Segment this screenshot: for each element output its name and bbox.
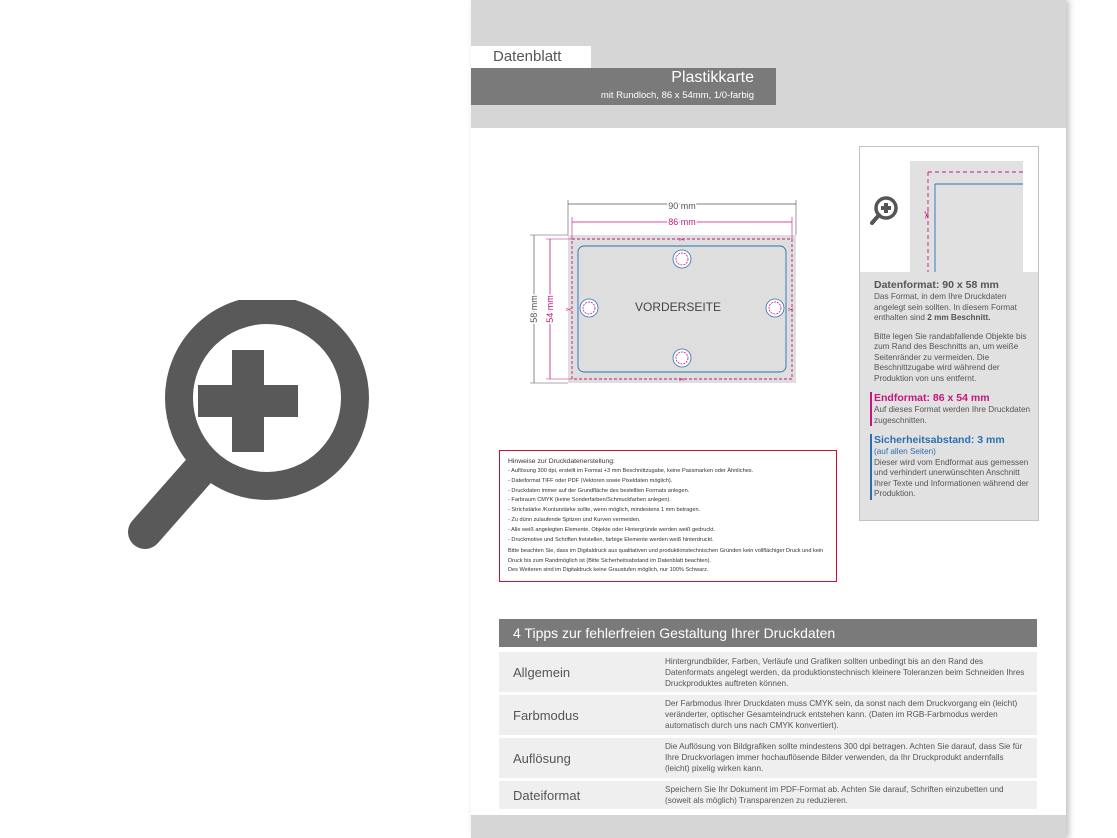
svg-text:✂: ✂: [920, 211, 931, 220]
scissors-icon: ✂: [679, 376, 685, 384]
round-hole-right: [766, 299, 784, 317]
sicherheit-subtitle: (auf allen Seiten): [874, 447, 936, 456]
hint-item: - Auflösung 300 dpi, erstellt im Format +3 mm Beschnittzugabe, keine Passmarken oder Ähnliches.: [508, 468, 754, 474]
card-format-diagram: [526, 190, 816, 390]
product-title-bar: [471, 68, 776, 105]
hints-note: Bitte beachten Sie, dass im Digitaldruck aus qualitativen und produktionstechnischen Gründen kein vollflächiger Druck und kein Druck bis zum Randmöglich ist (Bitte Sicherheitsabstand im Datenblatt beachten).: [508, 548, 824, 564]
product-subtitle: mit Rundloch, 86 x 54mm, 1/0-farbig: [600, 90, 754, 101]
format-detail-preview: [860, 147, 1038, 272]
zoom-in-icon[interactable]: [120, 300, 380, 580]
hint-item: - Zu dünn zulaufende Spitzen und Kurven vermeiden.: [508, 516, 641, 523]
footer-band: [471, 815, 1066, 838]
tip-label: Auflösung: [513, 750, 571, 766]
product-title: Plastikkarte: [671, 69, 754, 86]
tip-label: Dateiformat: [513, 787, 581, 803]
hint-item: - Farbraum CMYK (keine Sonderfarben/Schmuckfarben anlegen).: [508, 497, 671, 504]
tip-label: Farbmodus: [513, 707, 579, 723]
datasheet-page: [471, 0, 1066, 838]
endformat-title: Endformat: 86 x 54 mm: [874, 392, 990, 404]
tip-row: [499, 738, 1037, 778]
height-inner-label: 54 mm: [545, 295, 555, 323]
hint-item: - Druckmotive und Schriften freistellen, farbige Elemente werden weiß hinterdruckt.: [508, 536, 714, 543]
tip-text: Der Farbmodus Ihrer Druckdaten muss CMYK sein, da sonst nach dem Druckvorgang ein (leicht) veränderter, optischer Gesamteindruck entstehen kann. (Daten im RGB-Farbmodus werden automatisch durch uns nach CMYK konvertiert).: [665, 699, 1018, 730]
tip-label: Allgemein: [513, 664, 571, 680]
round-hole-top: [673, 250, 691, 268]
magnifier-icon: [872, 198, 896, 223]
round-hole-bottom: [673, 349, 691, 367]
scissors-icon: ✂: [566, 306, 572, 314]
tip-text: Hintergrundbilder, Farben, Verläufe und Grafiken sollten unbedingt bis an den Rand des Datenformats angelegt werden, da produktionstechnisch kleinere Toleranzen beim Schneiden Ihres Druckproduktes auftreten können.: [665, 657, 1025, 688]
hint-item: - Druckdaten immer auf der Grundfläche des bestellten Formats anlegen.: [508, 487, 690, 494]
width-outer-label: 90 mm: [668, 201, 696, 211]
tip-row: [499, 652, 1037, 692]
endformat-text: Auf dieses Format werden Ihre Druckdaten zugeschnitten.: [874, 405, 1031, 425]
tip-row: [499, 781, 1037, 809]
datenformat-text: Das Format, in dem Ihre Druckdaten angelegt sein sollten. In diesem Format enthalten sind: [874, 292, 1017, 322]
document-tab-label: Datenblatt: [471, 46, 591, 68]
tip-row: [499, 695, 1037, 735]
hint-item: - Strichstärke /Konturstärke sollte, wenn möglich, mindestens 1 mm betragen.: [508, 507, 701, 514]
hints-note: Des Weiteren sind im Digitaldruck keine Graustufen möglich, nur 100% Schwarz.: [508, 567, 709, 574]
hint-item: - Alle weiß angelegten Elemente, Objekte oder Hintergründe werden weiß gedruckt.: [508, 526, 716, 533]
print-data-hints: [499, 450, 837, 582]
height-outer-label: 58 mm: [529, 295, 539, 323]
datenformat-bleed: 2 mm Beschnitt.: [927, 313, 991, 322]
format-info-panel: [859, 146, 1039, 521]
tip-text: Speichern Sie Ihr Dokument im PDF-Format ab. Achten Sie darauf, Schriften einzubetten und (soweit als möglich) Transparenzen zu reduzieren.: [665, 785, 1004, 805]
scissors-icon: ✂: [679, 236, 685, 244]
side-label: VORDERSEITE: [634, 300, 722, 314]
round-hole-left: [580, 299, 598, 317]
hint-item: - Dateiformat TIFF oder PDF (Vektoren sowie Pixeldaten möglich).: [508, 477, 673, 484]
datenformat-title: Datenformat: 90 x 58 mm: [874, 279, 999, 291]
sicherheit-title: Sicherheitsabstand: 3 mm: [874, 434, 1005, 446]
hints-title: Hinweise zur Druckdatenerstellung:: [508, 458, 615, 465]
width-inner-label: 86 mm: [668, 217, 696, 227]
datenformat-note: Bitte legen Sie randabfallende Objekte bis zum Rand des Beschnitts an, um weiße Seitenränder zu vermeiden. Die Beschnittzugabe wird während der Produktion von uns entfernt.: [874, 331, 1027, 383]
tip-text: Die Auflösung von Bildgrafiken sollte mindestens 300 dpi betragen. Achten Sie darauf, dass Sie für Ihre Druckvorlagen immer hochauflösende Bilder verwenden, da Ihr Druckprodukt andernfalls (leicht) pixelig wirken kann.: [665, 742, 1023, 773]
scissors-icon: ✂: [788, 306, 794, 314]
tips-header: 4 Tipps zur fehlerfreien Gestaltung Ihrer Druckdaten: [499, 619, 1037, 647]
sicherheit-text: Dieser wird vom Endformat aus gemessen und verhindert unerwünschten Anschnitt Ihrer Texte und Informationen während der Produktion.: [874, 457, 1029, 498]
